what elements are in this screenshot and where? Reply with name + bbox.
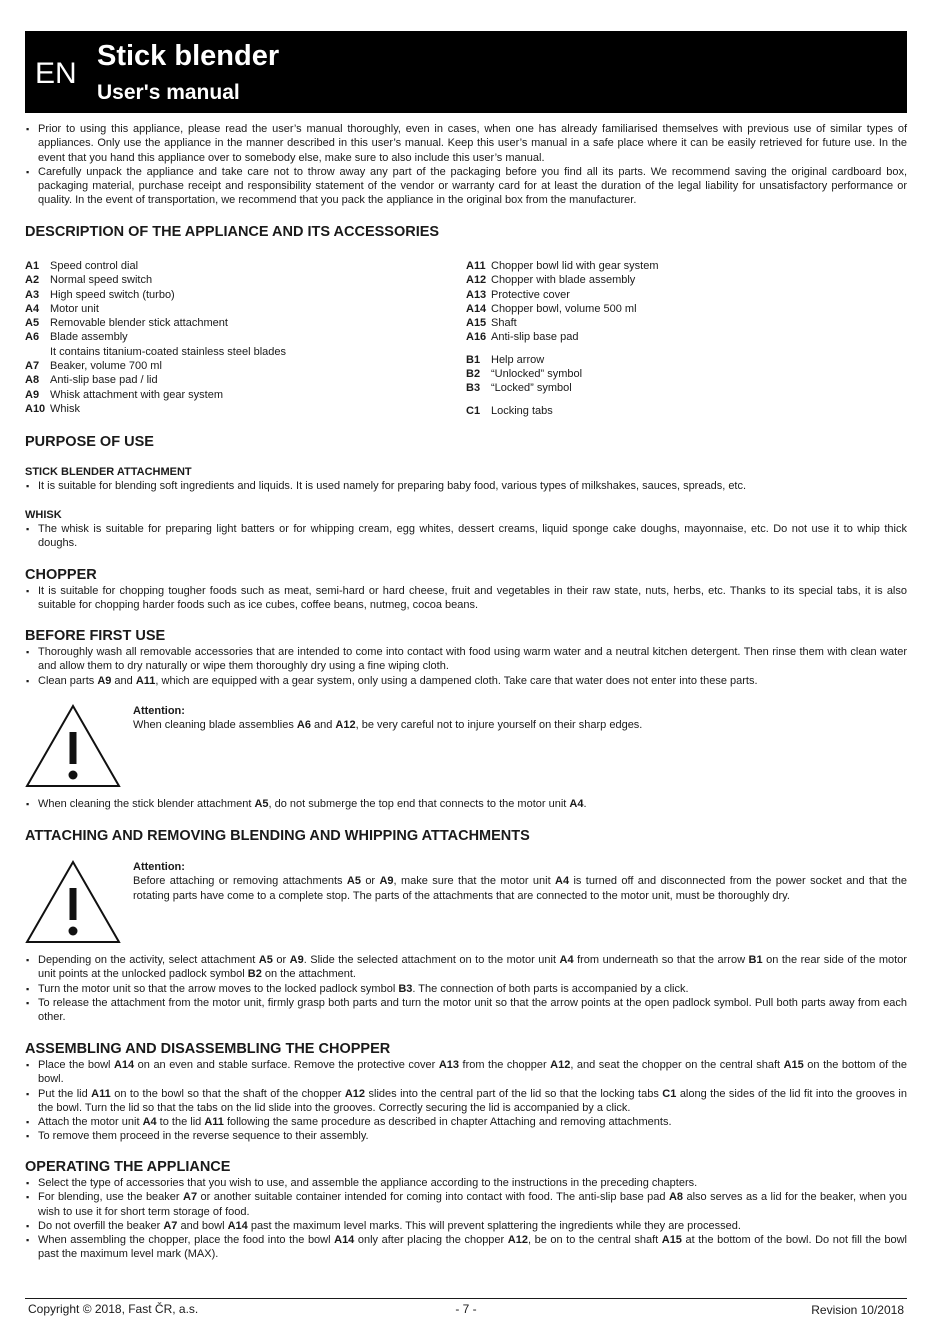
part-code: A2 [25, 274, 40, 287]
part-reference: A4 [555, 875, 570, 888]
part-label: High speed switch (turbo) [50, 288, 175, 301]
part-label: Chopper bowl lid with gear system [491, 260, 659, 272]
part-item [466, 316, 907, 330]
bullet-item [25, 797, 907, 811]
text-fragment: slides into the central part of the lid so that the locking tabs [365, 1087, 663, 1100]
part-reference: A4 [559, 954, 574, 966]
bullet-item: ▪ The whisk is suitable for preparing light batters or for whipping cream, egg whites, dessert creams, liquid sponge cake doughs, mayonnaise, etc. Do not use it to whip thick doughs. [25, 522, 907, 551]
section-heading: ATTACHING AND REMOVING BLENDING AND WHIPPING ATTACHMENTS [25, 828, 530, 844]
part-reference: B1 [748, 954, 763, 966]
part-item [25, 388, 466, 402]
text-fragment: following the same procedure as described in chapter Attaching and removing attachments. [223, 1116, 672, 1129]
part-reference: A4 [569, 798, 584, 810]
part-reference: A9 [289, 954, 304, 966]
text-fragment: Attach the motor unit [38, 1116, 143, 1129]
part-item [466, 288, 907, 302]
part-label: Beaker, volume 700 ml [50, 360, 162, 373]
intro-section [25, 122, 907, 208]
section-heading: ASSEMBLING AND DISASSEMBLING THE CHOPPER [25, 1041, 391, 1057]
text-fragment: , and seat the chopper on the central shaft [570, 1059, 784, 1071]
part-reference: A5 [346, 875, 361, 888]
part-reference: A8 [668, 1191, 684, 1204]
text-fragment: . The connection of both parts is accompanied by a click. [412, 982, 689, 995]
part-item [466, 381, 907, 395]
attention-box [25, 704, 907, 788]
part-item [466, 259, 907, 273]
part-reference: A5 [258, 954, 273, 966]
bullet-item [25, 1233, 907, 1262]
bullet-item [25, 1058, 907, 1087]
part-item [25, 316, 466, 330]
part-code [25, 345, 50, 359]
part-item [466, 367, 907, 381]
part-code: A1 [25, 260, 40, 272]
operating-section [25, 1158, 907, 1262]
part-reference: A5 [254, 798, 269, 810]
part-item [25, 273, 466, 287]
part-label: Blade assembly [50, 331, 128, 344]
part-reference: A12 [550, 1059, 571, 1071]
warning-triangle-icon [25, 704, 121, 788]
part-label: Removable blender stick attachment [50, 317, 228, 330]
description-section [25, 223, 907, 241]
part-reference: A15 [783, 1059, 804, 1071]
text-fragment: on the bottom of the bowl. [38, 1059, 907, 1086]
bullet-item [25, 1219, 907, 1233]
bullet-item: ▪ Thoroughly wash all removable accessories that are intended to come into contact with food using warm water and a neutral kitchen detergent. Then rinse them with clean water and allow them to dry naturally or wipe them thoroughly dry using a fine wiping cloth. [25, 645, 907, 674]
part-reference: A13 [438, 1059, 460, 1071]
attaching-section [25, 827, 907, 845]
part-reference: C1 [662, 1087, 677, 1100]
part-code: A8 [25, 374, 40, 387]
parts-list-right [466, 259, 907, 418]
text-fragment: at the bottom of the bowl. Do not fill the bowl past the maximum level mark (MAX). [38, 1234, 907, 1261]
copyright-text: Copyright © 2018, Fast ČR, a.s. [28, 1302, 199, 1316]
part-reference: A14 [113, 1059, 135, 1071]
part-item [25, 402, 466, 416]
language-code: EN [35, 57, 77, 90]
text-fragment: Depending on the activity, select attachment [38, 954, 259, 966]
bullet-item: ▪ Select the type of accessories that you wish to use, and assemble the appliance according to the instructions in the preceding chapters. [25, 1176, 907, 1190]
part-label: Speed control dial [50, 260, 139, 272]
bullet-item: ▪ To release the attachment from the motor unit, firmly grasp both parts and turn the motor unit so that the arrow points at the open padlock symbol. Pull both parts away from each other. [25, 996, 907, 1025]
text-fragment: , be very careful not to injure yourself on their sharp edges. [355, 719, 643, 732]
part-label: Whisk attachment with gear system [50, 388, 224, 401]
section-heading: BEFORE FIRST USE [25, 628, 166, 644]
subsection-heading: STICK BLENDER ATTACHMENT [25, 466, 192, 478]
text-fragment: When cleaning the stick blender attachment [38, 798, 255, 810]
text-fragment: , do not submerge the top end that connects to the motor unit [268, 798, 570, 810]
part-code: A3 [25, 288, 40, 301]
part-item [25, 359, 466, 373]
purpose-section [25, 433, 907, 451]
text-fragment: When assembling the chopper, place the food into the bowl [38, 1234, 335, 1247]
part-code: A16 [466, 331, 487, 344]
text-fragment: . Slide the selected attachment on to the motor unit [303, 954, 560, 966]
part-reference: A7 [163, 1219, 178, 1232]
part-code: A12 [466, 274, 487, 287]
bullet-item [25, 982, 907, 996]
text-fragment: from the chopper [459, 1059, 551, 1071]
text-fragment: and [310, 719, 336, 732]
text-fragment: . [583, 798, 587, 810]
text-fragment: Do not overfill the beaker [38, 1219, 164, 1232]
part-item [466, 273, 907, 287]
part-code: A11 [466, 260, 486, 272]
text-fragment: When cleaning blade assemblies [133, 719, 297, 732]
bullet-item [25, 1087, 907, 1116]
part-reference: A11 [91, 1087, 111, 1100]
text-fragment: or [272, 954, 290, 966]
text-fragment: Place the bowl [38, 1059, 114, 1071]
before-extra [25, 797, 907, 811]
bullet-item [25, 1190, 907, 1219]
page-number: - 7 - [455, 1302, 477, 1316]
part-reference: A14 [334, 1234, 355, 1247]
bullet-item [25, 1115, 907, 1129]
part-code: A10 [25, 402, 46, 415]
document-header [25, 31, 907, 113]
part-item [25, 373, 466, 387]
part-reference: A11 [135, 674, 156, 687]
part-label: “Locked” symbol [491, 382, 572, 395]
part-label: Anti-slip base pad / lid [50, 374, 158, 387]
assembling-section [25, 1040, 907, 1144]
attention-label: Attention: [133, 705, 185, 717]
intro-item: ▪ Carefully unpack the appliance and take care not to throw away any part of the packaging before you find all its parts. We recommend saving the original cardboard box, packaging material, purchase receipt and responsibility statement of the vendor or warranty card for at least the duration of the legal liability for unsatisfactory performance or quality. In the event of transportation, we recommend that you pack the appliance in the original box from the manufacturer. [25, 165, 907, 208]
text-fragment: and [111, 674, 136, 687]
section-heading: OPERATING THE APPLIANCE [25, 1159, 231, 1175]
intro-item: ▪ Prior to using this appliance, please read the user’s manual thoroughly, even in cases, when one has already familiarised themselves with previous use of similar types of appliances. Only use the appliance in the manner described in this user’s manual. Keep this user’s manual in a safe place where it can be easily retrieved for future use. In the event that you hand this appliance over to somebody else, make sure to also include this user’s manual. [25, 122, 907, 165]
text-fragment: on to the bowl so that the shaft of the chopper [110, 1087, 345, 1100]
part-code: A15 [466, 317, 487, 330]
document-title: Stick blender [97, 40, 280, 72]
part-label: It contains titanium-coated stainless steel blades [50, 345, 287, 358]
bullet-item: ▪ It is suitable for chopping tougher foods such as meat, semi-hard or hard cheese, fruit and vegetables in their raw state, nuts, herbs, etc. Thanks to its special tabs, it is also suitable for chopping harder foods such as ice cubes, coffee beans, nutmeg, cocoa beans. [25, 584, 907, 613]
part-item [25, 330, 466, 344]
subsection-heading: WHISK [25, 509, 62, 521]
text-fragment: , which are equipped with a gear system, only using a dampened cloth. Take care that water does not enter into these parts. [155, 674, 758, 687]
part-reference: A7 [183, 1191, 198, 1204]
part-label: Whisk [50, 402, 80, 415]
part-code: A9 [25, 388, 40, 401]
text-fragment: Put the lid [38, 1087, 92, 1100]
text-fragment: is turned off and disconnected from the power socket and that the rotating parts have come to a complete stop. The parts of the attachments that are connected to the motor unit, must be thoroughly dry. [133, 875, 907, 902]
bullet-item [25, 674, 907, 688]
part-label: Protective cover [491, 288, 570, 301]
stick-blender-subsection [25, 465, 907, 493]
text-fragment: Clean parts [38, 674, 98, 687]
attention-box [25, 860, 907, 944]
part-code: A4 [25, 302, 40, 315]
part-reference: A11 [204, 1116, 224, 1129]
part-item [466, 404, 907, 418]
page-footer [25, 1298, 907, 1317]
warning-triangle-icon [25, 860, 121, 944]
text-fragment: only after placing the chopper [354, 1234, 508, 1247]
part-reference: A12 [344, 1087, 366, 1100]
bullet-item [25, 953, 907, 982]
part-item [25, 288, 466, 302]
text-fragment: also serves as a lid for the beaker, when you wish to use it for short term storage of food. [38, 1191, 908, 1218]
attention-text [133, 874, 907, 903]
section-heading: PURPOSE OF USE [25, 434, 154, 450]
part-reference: A14 [227, 1219, 248, 1232]
part-reference: A6 [296, 719, 311, 732]
part-label: Help arrow [491, 353, 545, 366]
part-code: B3 [466, 382, 481, 395]
attention-text [133, 718, 642, 732]
part-label: Chopper bowl, volume 500 ml [491, 302, 637, 315]
text-fragment: Turn the motor unit so that the arrow moves to the locked padlock symbol [38, 982, 399, 995]
part-reference: A12 [335, 719, 356, 732]
text-fragment: to the lid [156, 1116, 205, 1129]
before-first-use-section [25, 627, 907, 688]
part-label: Normal speed switch [50, 274, 153, 287]
part-reference: A15 [661, 1234, 682, 1247]
part-item [466, 302, 907, 316]
part-item [25, 302, 466, 316]
part-code: A7 [25, 360, 40, 373]
section-heading: CHOPPER [25, 567, 97, 583]
part-reference: A12 [507, 1234, 528, 1247]
text-fragment: Before attaching or removing attachments [133, 875, 347, 888]
part-code: B1 [466, 353, 481, 366]
part-item [25, 345, 466, 359]
text-fragment: from underneath so that the arrow [573, 954, 749, 966]
parts-list-left [25, 259, 466, 418]
part-reference: B3 [398, 982, 413, 995]
part-item [466, 330, 907, 344]
document-subtitle: User's manual [97, 81, 240, 104]
section-heading: DESCRIPTION OF THE APPLIANCE AND ITS ACCESSORIES [25, 224, 440, 240]
part-label: “Unlocked” symbol [491, 368, 583, 381]
text-fragment: and bowl [177, 1219, 228, 1232]
text-fragment: on the attachment. [261, 968, 356, 981]
part-item [466, 353, 907, 367]
text-fragment: or another suitable container intended for coming into contact with food. The anti-slip base pad [197, 1191, 669, 1204]
bullet-item: ▪ It is suitable for blending soft ingredients and liquids. It is used namely for preparing baby food, various types of milkshakes, sauces, spreads, etc. [25, 479, 907, 493]
part-item [25, 259, 466, 273]
part-code: A6 [25, 331, 40, 344]
part-code: B2 [466, 368, 481, 381]
bullet-item: ▪ To remove them proceed in the reverse sequence to their assembly. [25, 1129, 907, 1143]
text-fragment: , make sure that the motor unit [393, 875, 556, 888]
text-fragment: on an even and stable surface. Remove the protective cover [134, 1059, 439, 1071]
part-reference: A4 [142, 1116, 157, 1129]
part-reference: A9 [97, 674, 112, 687]
part-code: C1 [466, 404, 481, 417]
text-fragment: , be on to the central shaft [527, 1234, 662, 1247]
chopper-section [25, 566, 907, 613]
part-reference: B2 [247, 968, 262, 981]
parts-list [25, 259, 907, 418]
whisk-subsection [25, 508, 907, 551]
attention-label: Attention: [133, 861, 185, 873]
attaching-steps [25, 953, 907, 1024]
text-fragment: along the sides of the lid fit into the grooves in the bowl. Turn the lid so that the tabs on the lid slide into the grooves. Correctly securing the lid is accompanied by a click. [38, 1087, 907, 1114]
part-label: Locking tabs [491, 404, 553, 417]
revision-text: Revision 10/2018 [811, 1303, 904, 1317]
part-code: A14 [466, 302, 487, 315]
part-code: A13 [466, 288, 487, 301]
part-code: A5 [25, 317, 40, 330]
text-fragment: past the maximum level marks. This will prevent splattering the ingredients while they are processed. [247, 1219, 741, 1232]
part-label: Chopper with blade assembly [491, 274, 636, 287]
text-fragment: For blending, use the beaker [38, 1191, 184, 1204]
part-reference: A9 [379, 875, 394, 888]
part-label: Anti-slip base pad [491, 331, 579, 344]
part-label: Shaft [491, 317, 517, 330]
text-fragment: or [360, 875, 380, 888]
text-fragment: on the rear side of the motor unit points at the unlocked padlock symbol [38, 954, 907, 981]
part-label: Motor unit [50, 302, 99, 315]
